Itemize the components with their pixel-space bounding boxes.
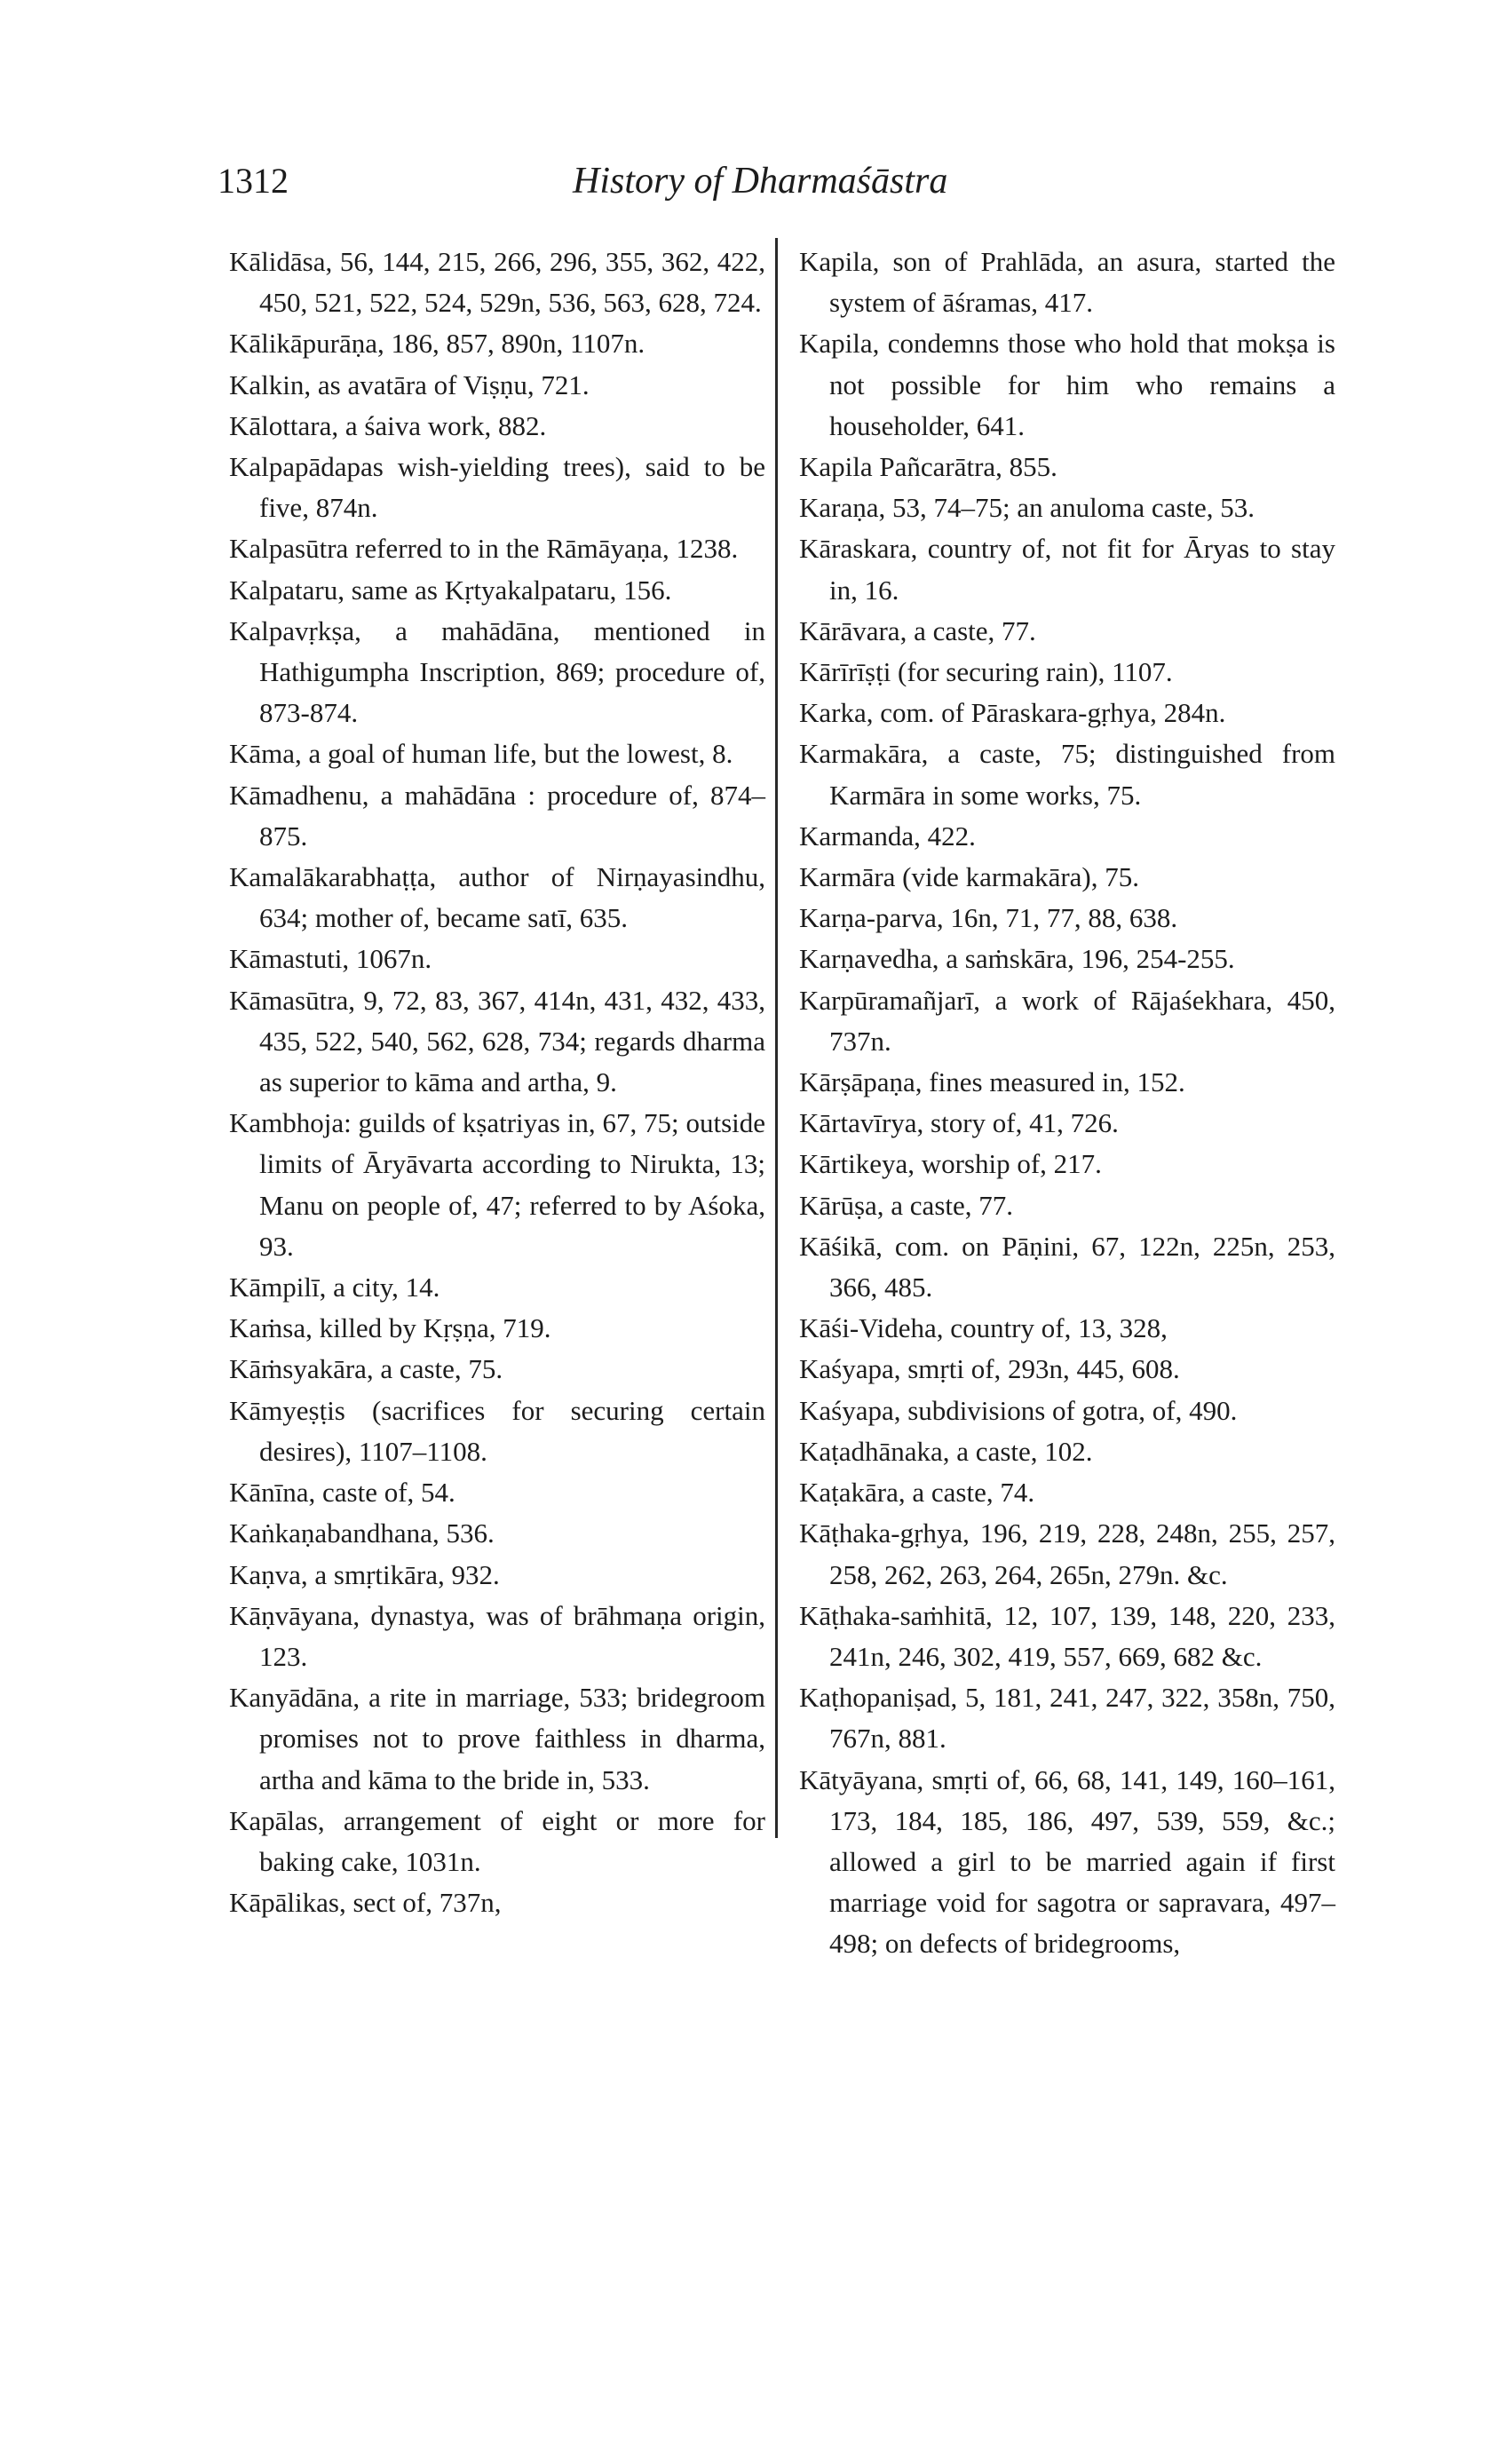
index-entry: Kalpavṛkṣa, a mahādāna, mentioned in Hathigumpha Inscription, 869; procedure of, 873-874. bbox=[229, 614, 765, 729]
index-entry: Kāmasūtra, 9, 72, 83, 367, 414n, 431, 432, 433, 435, 522, 540, 562, 628, 734; regards dharma as superior to kāma and artha, 9. bbox=[229, 984, 765, 1098]
index-entry: Kārāvara, a caste, 77. bbox=[799, 614, 1036, 646]
index-entry: Kātyāyana, smṛti of, 66, 68, 141, 149, 160–161, 173, 184, 185, 186, 497, 539, 559, &c.; allowed a girl to be married again if first marriage void for sagotra or sapravara, 497–498; on defects of bridegrooms, bbox=[799, 1763, 1335, 1960]
index-entry: Kāpālikas, sect of, 737n, bbox=[229, 1887, 502, 1919]
index-entry: Kaṭakāra, a caste, 74. bbox=[799, 1477, 1035, 1509]
index-entry: Kāmpilī, a city, 14. bbox=[229, 1272, 440, 1303]
index-entry: Kaṇva, a smṛtikāra, 932. bbox=[229, 1558, 500, 1590]
index-entry: Kaśyapa, smṛti of, 293n, 445, 608. bbox=[799, 1353, 1180, 1385]
index-entry: Kalpapādapas wish-yielding trees), said to be five, 874n. bbox=[229, 451, 765, 524]
index-entry: Kārtikeya, worship of, 217. bbox=[799, 1148, 1102, 1180]
index-entry: Karmāra (vide karmakāra), 75. bbox=[799, 861, 1139, 893]
index-entry: Kambhoja: guilds of kṣatriyas in, 67, 75; outside limits of Āryāvarta according to Nirukta, 13; Manu on people of, 47; referred to by Aśoka, 93. bbox=[229, 1107, 765, 1262]
index-entry: Kalkin, as avatāra of Viṣṇu, 721. bbox=[229, 368, 590, 400]
column-divider bbox=[775, 238, 778, 1838]
index-entry: Kāma, a goal of human life, but the lowest, 8. bbox=[229, 738, 733, 770]
index-entry: Kārīrīṣṭi (for securing rain), 1107. bbox=[799, 656, 1173, 688]
index-entry: Karṇa-parva, 16n, 71, 77, 88, 638. bbox=[799, 902, 1178, 934]
index-entry: Kārūṣa, a caste, 77. bbox=[799, 1189, 1014, 1221]
index-entry: Karmakāra, a caste, 75; distinguished from Karmāra in some works, 75. bbox=[799, 738, 1335, 811]
index-entry: Kāmadhenu, a mahādāna : procedure of, 874–875. bbox=[229, 779, 765, 852]
index-entry: Karṇavedha, a saṁskāra, 196, 254-255. bbox=[799, 943, 1235, 975]
index-entry: Kāṭhaka-gṛhya, 196, 219, 228, 248n, 255, 257, 258, 262, 263, 264, 265n, 279n. &c. bbox=[799, 1517, 1335, 1590]
index-entry: Kapālas, arrangement of eight or more for baking cake, 1031n. bbox=[229, 1804, 765, 1877]
index-entry: Kapila, son of Prahlāda, an asura, started the system of āśramas, 417. bbox=[799, 246, 1335, 319]
index-entry: Karpūramañjarī, a work of Rājaśekhara, 450, 737n. bbox=[799, 984, 1335, 1057]
index-entry: Kāśikā, com. on Pāṇini, 67, 122n, 225n, 253, 366, 485. bbox=[799, 1230, 1335, 1303]
index-entry: Karmanda, 422. bbox=[799, 820, 976, 852]
index-entry: Kāṇvāyana, dynastya, was of brāhmaṇa origin, 123. bbox=[229, 1599, 765, 1672]
index-entry: Kapila, condemns those who hold that mokṣa is not possible for him who remains a householder, 641. bbox=[799, 328, 1335, 441]
index-entry: Kānīna, caste of, 54. bbox=[229, 1477, 455, 1509]
index-entry: Kāmyeṣṭis (sacrifices for securing certain desires), 1107–1108. bbox=[229, 1394, 765, 1467]
index-entry: Kanyādāna, a rite in marriage, 533; bridegroom promises not to prove faithless in dharma, artha and kāma to the bride in, 533. bbox=[229, 1682, 765, 1795]
index-entry: Karaṇa, 53, 74–75; an anuloma caste, 53. bbox=[799, 492, 1255, 524]
index-entry: Kalpataru, same as Kṛtyakalpataru, 156. bbox=[229, 574, 672, 606]
index-entry: Kapila Pañcarātra, 855. bbox=[799, 451, 1057, 483]
index-entry: Kārtavīrya, story of, 41, 726. bbox=[799, 1107, 1119, 1139]
index-entry: Kaṭhopaniṣad, 5, 181, 241, 247, 322, 358n, 750, 767n, 881. bbox=[799, 1682, 1335, 1755]
index-entry: Kāraskara, country of, not fit for Āryas to stay in, 16. bbox=[799, 533, 1335, 606]
index-entry: Kārṣāpaṇa, fines measured in, 152. bbox=[799, 1066, 1185, 1098]
index-entry: Karka, com. of Pāraskara-gṛhya, 284n. bbox=[799, 697, 1226, 729]
index-entry: Kaṁsa, killed by Kṛṣṇa, 719. bbox=[229, 1312, 551, 1344]
right-column bbox=[799, 242, 1335, 1965]
index-entry: Kāmastuti, 1067n. bbox=[229, 943, 432, 975]
page-number: 1312 bbox=[218, 161, 289, 201]
index-entry: Kalpasūtra referred to in the Rāmāyaṇa, 1238. bbox=[229, 533, 739, 565]
index-entry: Kaṅkaṇabandhana, 536. bbox=[229, 1517, 495, 1549]
index-entry: Kālidāsa, 56, 144, 215, 266, 296, 355, 362, 422, 450, 521, 522, 524, 529n, 536, 563, 628, 724. bbox=[229, 246, 765, 319]
index-entry: Kaśyapa, subdivisions of gotra, of, 490. bbox=[799, 1394, 1238, 1426]
running-title: History of Dharmaśāstra bbox=[573, 161, 948, 202]
index-entry: Kāśi-Videha, country of, 13, 328, bbox=[799, 1312, 1168, 1344]
index-entry: Kaṭadhānaka, a caste, 102. bbox=[799, 1435, 1093, 1467]
index-entry: Kāṁsyakāra, a caste, 75. bbox=[229, 1353, 503, 1385]
left-column bbox=[229, 242, 765, 1923]
index-entry: Kālikāpurāṇa, 186, 857, 890n, 1107n. bbox=[229, 328, 645, 360]
index-entry: Kāṭhaka-saṁhitā, 12, 107, 139, 148, 220, 233, 241n, 246, 302, 419, 557, 669, 682 &c. bbox=[799, 1599, 1335, 1672]
index-entry: Kālottara, a śaiva work, 882. bbox=[229, 409, 547, 441]
index-entry: Kamalākarabhaṭṭa, author of Nirṇayasindhu, 634; mother of, became satī, 635. bbox=[229, 861, 765, 934]
